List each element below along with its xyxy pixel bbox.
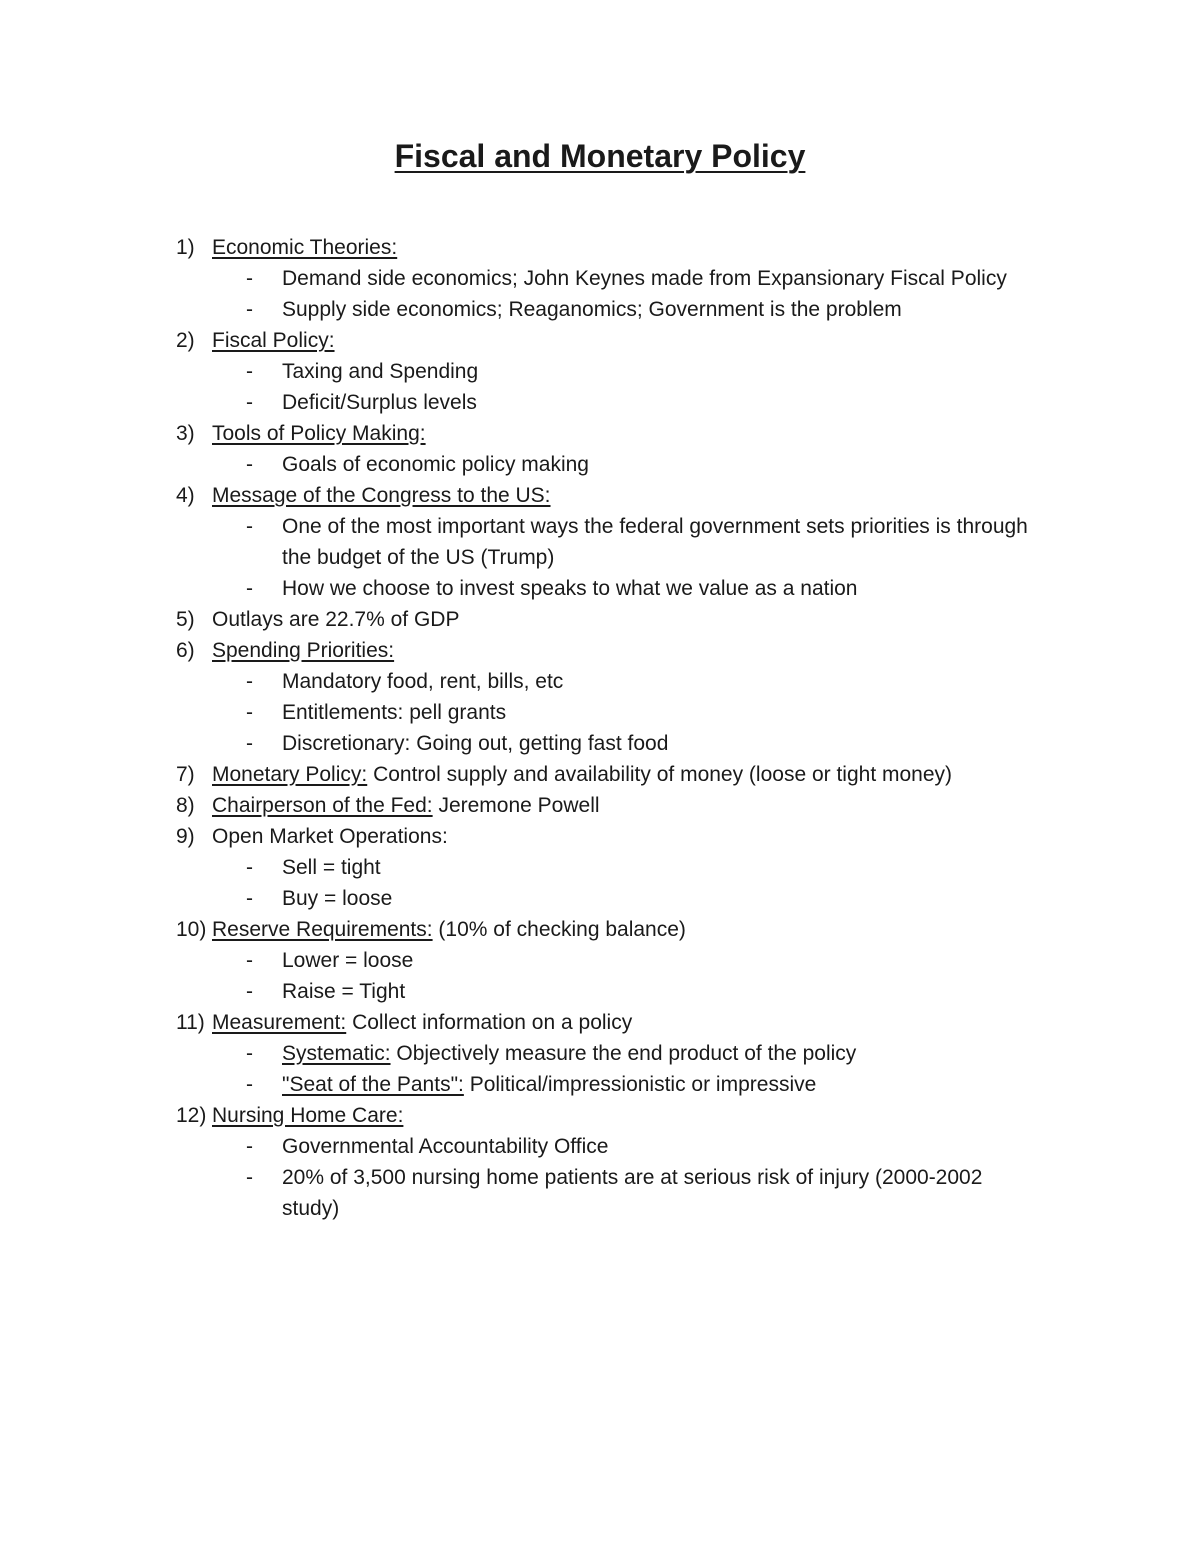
dash-bullet: -	[246, 360, 253, 383]
item-number: 8)	[176, 794, 195, 817]
sub-item	[176, 263, 1042, 294]
sub-item-text: Governmental Accountability Office	[282, 1135, 609, 1158]
item-number: 2)	[176, 329, 195, 352]
sub-item-text: Entitlements: pell grants	[282, 701, 507, 724]
sub-item-text: Raise = Tight	[282, 980, 406, 1003]
list-item	[176, 604, 1076, 635]
dash-bullet: -	[246, 670, 253, 693]
sub-item	[176, 666, 1042, 697]
sub-item-heading: "Seat of the Pants":	[282, 1073, 464, 1096]
item-number: 3)	[176, 422, 195, 445]
dash-bullet: -	[246, 453, 253, 476]
list-item	[176, 1100, 1076, 1131]
dash-bullet: -	[246, 577, 253, 600]
item-number: 10)	[176, 918, 207, 941]
list-item	[176, 821, 1076, 852]
list-item	[176, 635, 1076, 666]
sub-item	[176, 945, 1042, 976]
sub-item-text: 20% of 3,500 nursing home patients are at serious risk of injury (2000-2002 study)	[282, 1166, 989, 1220]
item-heading: Message of the Congress to the US:	[212, 484, 551, 507]
dash-bullet: -	[246, 1135, 253, 1158]
sub-item-text: Discretionary: Going out, getting fast food	[282, 732, 669, 755]
sub-item	[176, 728, 1042, 759]
item-heading: Monetary Policy:	[212, 763, 368, 786]
dash-bullet: -	[246, 980, 253, 1003]
item-text: Outlays are 22.7% of GDP	[212, 608, 460, 631]
page-title: Fiscal and Monetary Policy	[394, 138, 806, 174]
dash-bullet: -	[246, 515, 253, 538]
dash-bullet: -	[246, 732, 253, 755]
item-number: 6)	[176, 639, 195, 662]
sub-item	[176, 573, 1042, 604]
dash-bullet: -	[246, 701, 253, 724]
sub-item-text: One of the most important ways the federal government sets priorities is through the budget of the US (Trump)	[282, 515, 1034, 569]
item-number: 4)	[176, 484, 195, 507]
item-number: 12)	[176, 1104, 207, 1127]
dash-bullet: -	[246, 391, 253, 414]
item-heading: Reserve Requirements:	[212, 918, 433, 941]
sub-item	[176, 1162, 1042, 1224]
item-heading: Nursing Home Care:	[212, 1104, 404, 1127]
item-number: 5)	[176, 608, 195, 631]
item-heading: Fiscal Policy:	[212, 329, 335, 352]
sub-item	[176, 387, 1042, 418]
sub-item	[176, 1069, 1042, 1100]
sub-item-text: Deficit/Surplus levels	[282, 391, 477, 414]
sub-item	[176, 697, 1042, 728]
list-item	[176, 232, 1076, 263]
sub-item	[176, 1038, 1042, 1069]
item-heading: Economic Theories:	[212, 236, 398, 259]
dash-bullet: -	[246, 267, 253, 290]
item-heading: Spending Priorities:	[212, 639, 395, 662]
sub-item-text: Demand side economics; John Keynes made from Expansionary Fiscal Policy	[282, 267, 1007, 290]
dash-bullet: -	[246, 298, 253, 321]
sub-item	[176, 449, 1042, 480]
list-item	[176, 1007, 1076, 1038]
list-item	[176, 418, 1076, 449]
sub-item-text: Sell = tight	[282, 856, 381, 879]
dash-bullet: -	[246, 1042, 253, 1065]
notes-list	[176, 232, 1076, 1224]
dash-bullet: -	[246, 949, 253, 972]
dash-bullet: -	[246, 1073, 253, 1096]
sub-item	[176, 883, 1042, 914]
sub-item-text: Goals of economic policy making	[282, 453, 589, 476]
item-heading: Measurement:	[212, 1011, 347, 1034]
item-text: Collect information on a policy	[346, 1011, 633, 1034]
item-heading: Tools of Policy Making:	[212, 422, 426, 445]
list-item	[176, 790, 1076, 821]
dash-bullet: -	[246, 856, 253, 879]
sub-item-heading: Systematic:	[282, 1042, 391, 1065]
sub-item	[176, 976, 1042, 1007]
dash-bullet: -	[246, 887, 253, 910]
list-item	[176, 914, 1076, 945]
sub-item-text: Political/impressionistic or impressive	[463, 1073, 817, 1096]
sub-item-text: Mandatory food, rent, bills, etc	[282, 670, 564, 693]
sub-item-text: Buy = loose	[282, 887, 393, 910]
list-item	[176, 480, 1076, 511]
sub-item-text: How we choose to invest speaks to what we value as a nation	[282, 577, 858, 600]
sub-item	[176, 1131, 1042, 1162]
list-item	[176, 325, 1076, 356]
sub-item	[176, 294, 1042, 325]
dash-bullet: -	[246, 1166, 253, 1189]
sub-item	[176, 511, 1042, 573]
item-text: Open Market Operations:	[212, 825, 448, 848]
sub-item-text: Objectively measure the end product of the policy	[390, 1042, 857, 1065]
sub-item	[176, 852, 1042, 883]
item-heading: Chairperson of the Fed:	[212, 794, 433, 817]
sub-item-text: Lower = loose	[282, 949, 414, 972]
item-number: 1)	[176, 236, 195, 259]
sub-item	[176, 356, 1042, 387]
list-item	[176, 759, 1076, 790]
item-number: 7)	[176, 763, 195, 786]
item-text: Jeremone Powell	[432, 794, 600, 817]
item-text: (10% of checking balance)	[432, 918, 686, 941]
sub-item-text: Supply side economics; Reaganomics; Government is the problem	[282, 298, 902, 321]
sub-item-text: Taxing and Spending	[282, 360, 479, 383]
item-text: Control supply and availability of money (loose or tight money)	[367, 763, 953, 786]
item-number: 9)	[176, 825, 195, 848]
item-number: 11)	[176, 1011, 205, 1034]
